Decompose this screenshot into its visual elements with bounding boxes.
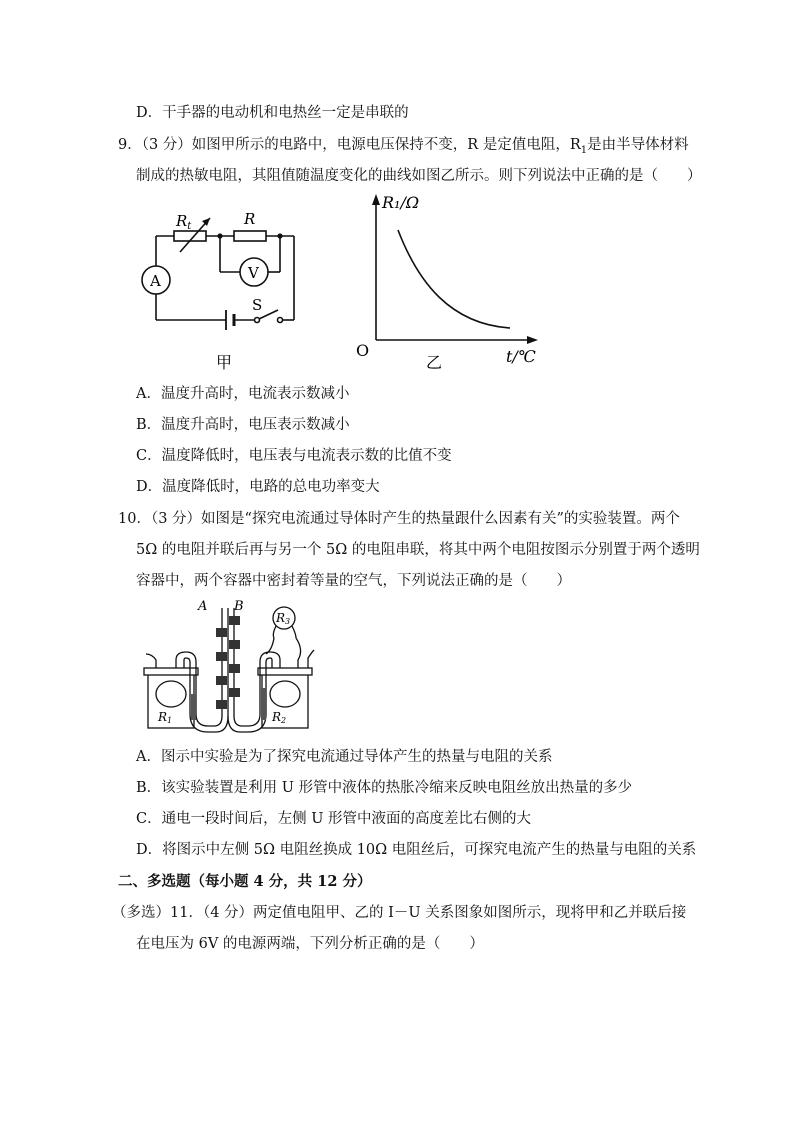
q10-stem-line3: 容器中，两个容器中密封着等量的空气，下列说法正确的是（ ） xyxy=(136,573,571,589)
q11-stem-line2: 在电压为 6V 的电源两端，下列分析正确的是（ ） xyxy=(136,936,484,952)
q10-option-a: A．图示中实验是为了探究电流通过导体产生的热量与电阻的关系 xyxy=(136,749,553,765)
q9-option-a: A．温度升高时，电流表示数减小 xyxy=(136,386,350,402)
label-ammeter: A xyxy=(150,272,161,290)
label-switch: S xyxy=(252,296,263,314)
heat-apparatus-diagram xyxy=(136,598,326,736)
resistor-r xyxy=(234,231,266,241)
graph-origin: O xyxy=(356,341,370,360)
resistance-curve xyxy=(398,230,510,328)
caption-jia: 甲 xyxy=(216,353,233,372)
graph-xlabel: t/℃ xyxy=(506,347,536,366)
q11-stem-line1: （多选）11．（4 分）两定值电阻甲、乙的 I－U 关系图象如图所示，现将甲和乙并联后接 xyxy=(112,905,687,921)
q9-option-d: D．温度降低时，电路的总电功率变大 xyxy=(136,479,380,495)
label-r: R xyxy=(244,210,256,228)
q8-option-d: D．干手器的电动机和电热丝一定是串联的 xyxy=(136,105,409,121)
q9-option-c: C．温度降低时，电压表与电流表示数的比值不变 xyxy=(136,448,452,464)
label-voltmeter: V xyxy=(248,264,259,282)
label-tube-a: A xyxy=(198,599,208,614)
label-r1: R1 xyxy=(158,710,173,725)
q9-option-b: B．温度升高时，电压表示数减小 xyxy=(136,417,350,433)
q9-stem-subscript: 1 xyxy=(580,144,588,156)
graph-ylabel: R₁/Ω xyxy=(382,193,420,212)
section-title-multiple-choice: 二、多选题（每小题 4 分，共 12 分） xyxy=(118,873,372,890)
q9-stem-line1 xyxy=(118,135,689,161)
q9-stem-text-b: 是由半导体材料 xyxy=(587,137,689,153)
q10-stem-line2: 5Ω 的电阻并联后再与另一个 5Ω 的电阻串联，将其中两个电阻按图示分别置于两个透明 xyxy=(136,542,700,558)
q10-option-b: B．该实验装置是利用 U 形管中液体的热胀冷缩来反映电阻丝放出热量的多少 xyxy=(136,780,633,796)
graph-yi xyxy=(350,190,560,375)
circuit-diagram-jia xyxy=(130,200,310,380)
label-rt: $R_t$ xyxy=(176,212,192,232)
q9-stem-text-a: 9．（3 分）如图甲所示的电路中，电源电压保持不变，R 是定值电阻，R xyxy=(118,137,581,153)
caption-yi: 乙 xyxy=(426,353,443,372)
q10-stem-line1: 10．（3 分）如图是“探究电流通过导体时产生的热量跟什么因素有关”的实验装置。两个 xyxy=(118,511,680,527)
q9-stem-line2: 制成的热敏电阻，其阻值随温度变化的曲线如图乙所示。则下列说法中正确的是（ ） xyxy=(136,168,702,184)
q10-option-d: D．将图示中左侧 5Ω 电阻丝换成 10Ω 电阻丝后，可探究电流产生的热量与电阻的关系 xyxy=(136,842,697,858)
label-r2: R2 xyxy=(272,710,287,725)
q10-option-c: C．通电一段时间后，左侧 U 形管中液面的高度差比右侧的大 xyxy=(136,811,532,827)
label-tube-b: B xyxy=(234,599,244,614)
label-r3: R3 xyxy=(276,611,291,626)
